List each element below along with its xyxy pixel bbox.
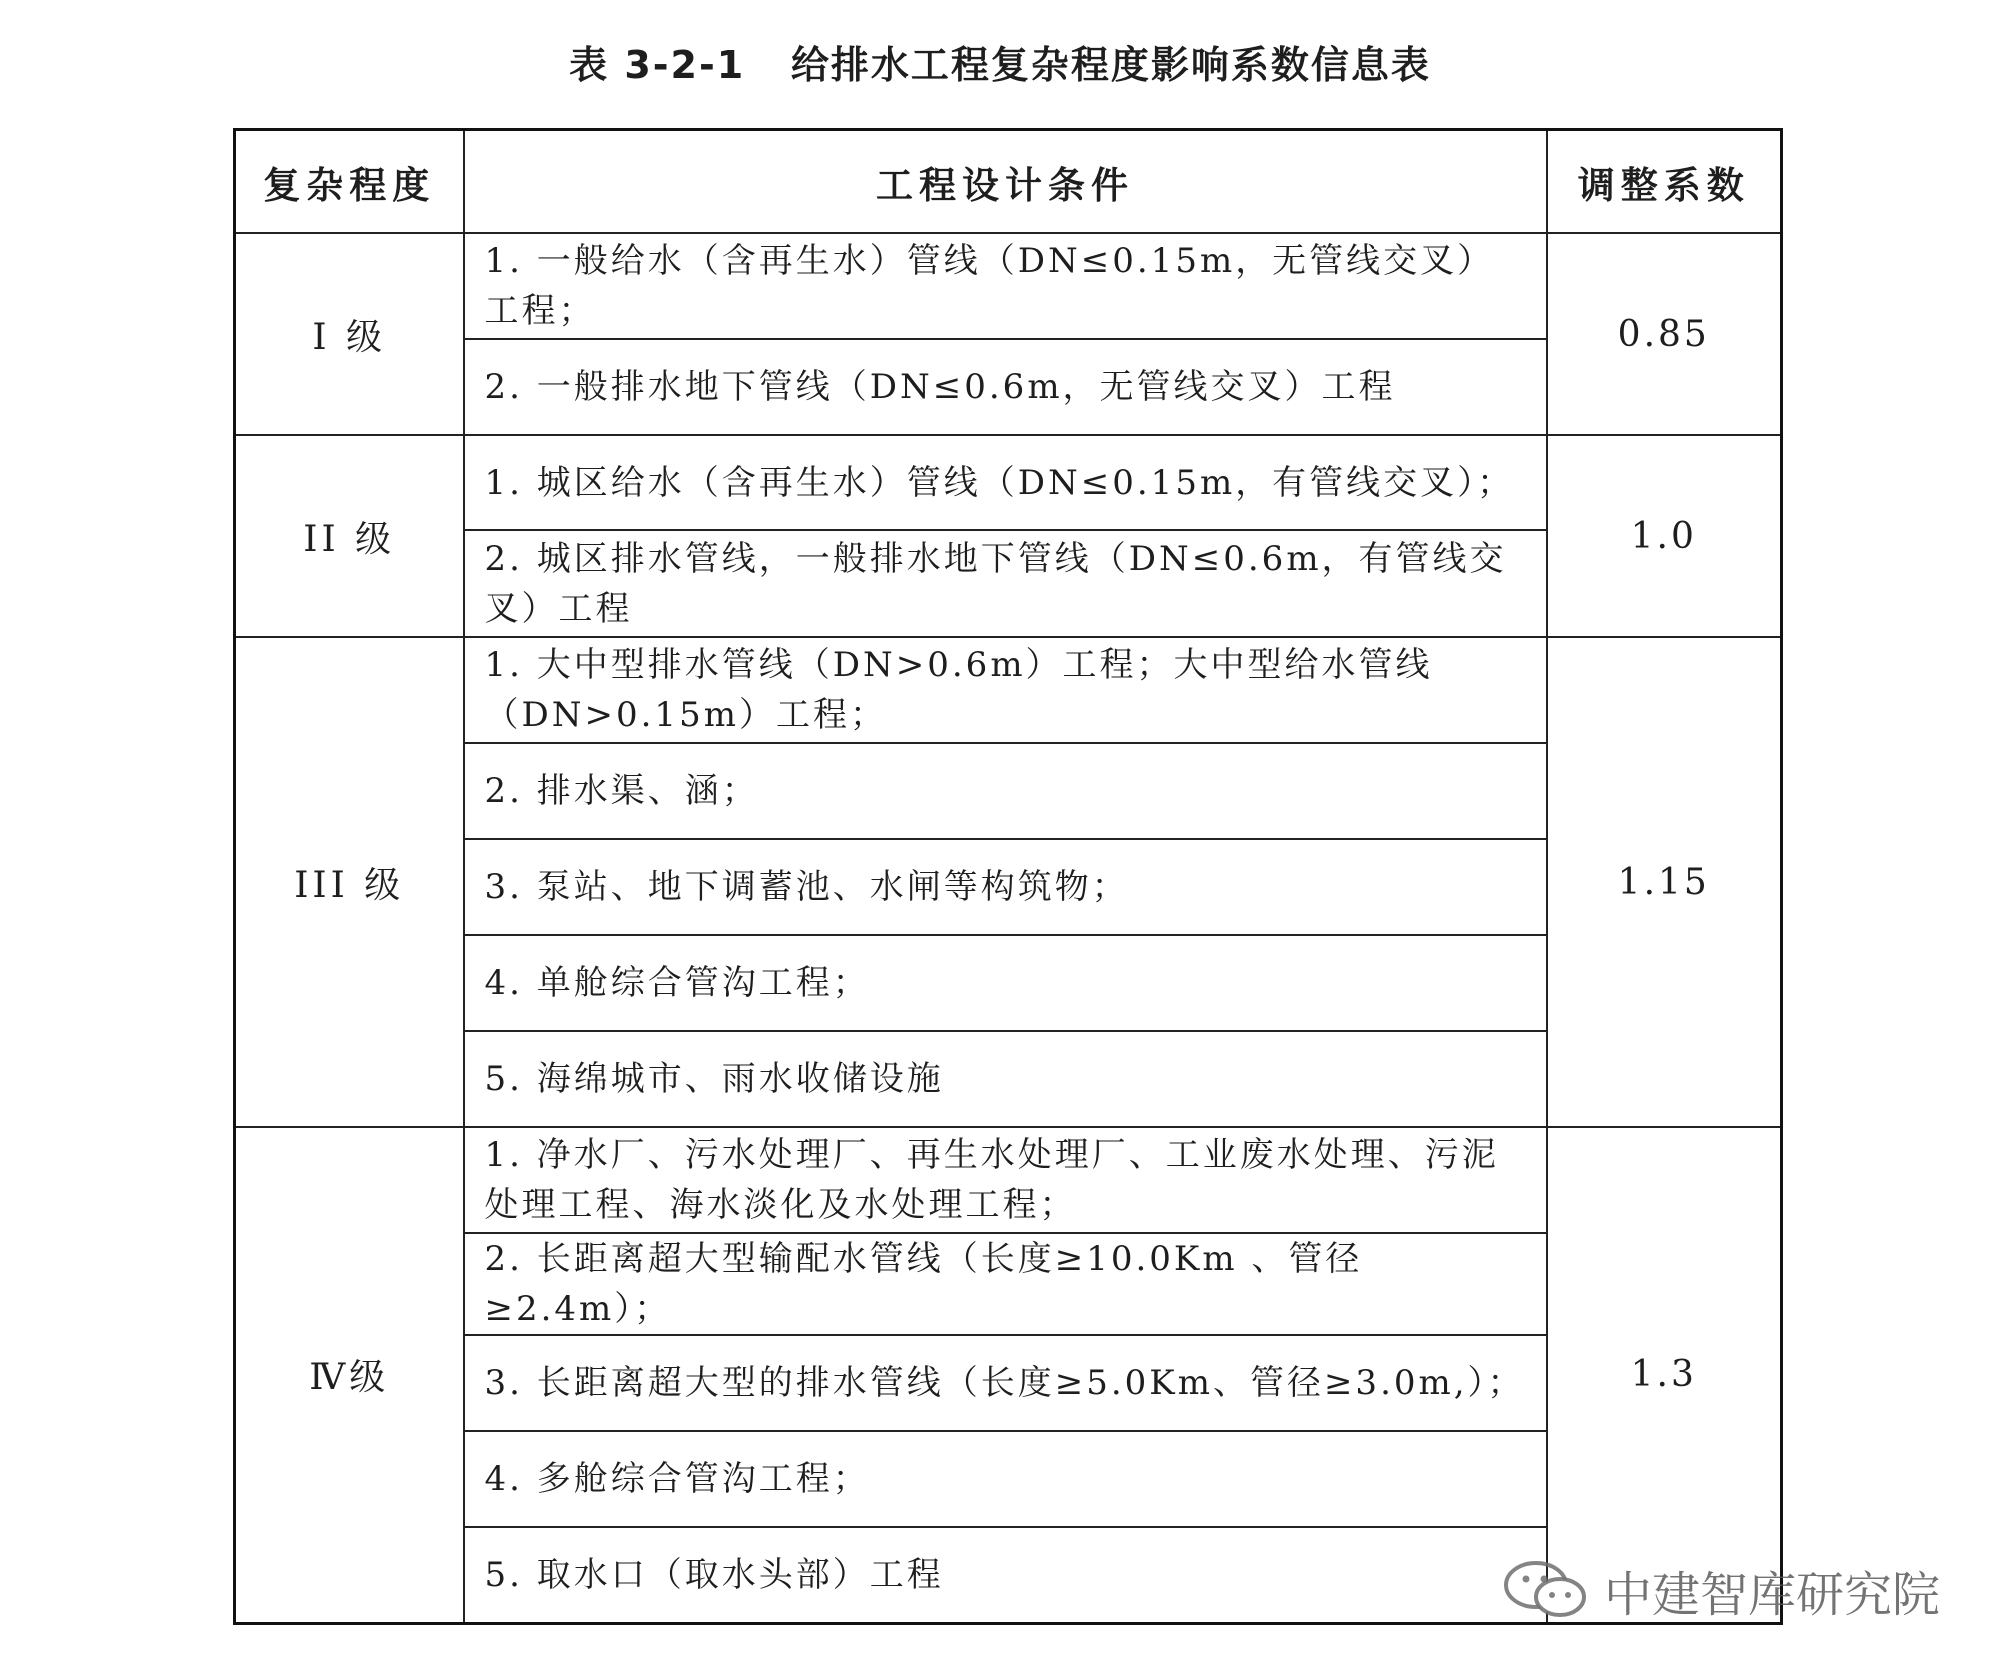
header-conditions: 工程设计条件 [464, 130, 1547, 234]
table-title: 表 3-2-1 给排水工程复杂程度影响系数信息表 [569, 43, 1431, 87]
level-cell-3: III 级 [235, 637, 464, 1127]
condition-cell: 1. 一般给水（含再生水）管线（DN≤0.15m，无管线交叉）工程； [464, 233, 1547, 339]
wechat-icon [1500, 1557, 1592, 1623]
condition-cell: 2. 排水渠、涵； [464, 743, 1547, 839]
watermark [1500, 1555, 1940, 1625]
condition-cell: 5. 海绵城市、雨水收储设施 [464, 1031, 1547, 1127]
condition-cell: 2. 城区排水管线，一般排水地下管线（DN≤0.6m，有管线交叉）工程 [464, 530, 1547, 637]
condition-cell: 1. 城区给水（含再生水）管线（DN≤0.15m，有管线交叉）； [464, 435, 1547, 530]
condition-cell: 4. 单舱综合管沟工程； [464, 935, 1547, 1031]
condition-cell: 2. 长距离超大型输配水管线（长度≥10.0Km 、管径≥2.4m）； [464, 1233, 1547, 1335]
level-cell-4: Ⅳ级 [235, 1127, 464, 1623]
table-row [235, 233, 1782, 339]
condition-cell: 1. 净水厂、污水处理厂、再生水处理厂、工业废水处理、污泥处理工程、海水淡化及水处理工程； [464, 1127, 1547, 1233]
coefficient-table [233, 128, 1783, 1625]
coefficient-cell-3: 1.15 [1547, 637, 1782, 1127]
level-cell-1: I 级 [235, 233, 464, 435]
header-row [235, 130, 1782, 234]
table-row [235, 637, 1782, 743]
condition-cell: 4. 多舱综合管沟工程； [464, 1431, 1547, 1527]
watermark-text: 中建智库研究院 [1604, 1566, 1941, 1623]
condition-cell: 5. 取水口（取水头部）工程 [464, 1527, 1547, 1623]
header-level: 复杂程度 [235, 130, 464, 234]
table-row [235, 435, 1782, 530]
coefficient-cell-2: 1.0 [1547, 435, 1782, 637]
condition-cell: 3. 长距离超大型的排水管线（长度≥5.0Km、管径≥3.0m,）； [464, 1335, 1547, 1431]
condition-cell: 1. 大中型排水管线（DN>0.6m）工程；大中型给水管线（DN>0.15m）工程； [464, 637, 1547, 743]
condition-cell: 3. 泵站、地下调蓄池、水闸等构筑物； [464, 839, 1547, 935]
level-cell-2: II 级 [235, 435, 464, 637]
coefficient-cell-4: 1.3 [1547, 1127, 1782, 1623]
condition-cell: 2. 一般排水地下管线（DN≤0.6m，无管线交叉）工程 [464, 339, 1547, 435]
coefficient-cell-1: 0.85 [1547, 233, 1782, 435]
header-coefficient: 调整系数 [1547, 130, 1782, 234]
table-row [235, 1127, 1782, 1233]
